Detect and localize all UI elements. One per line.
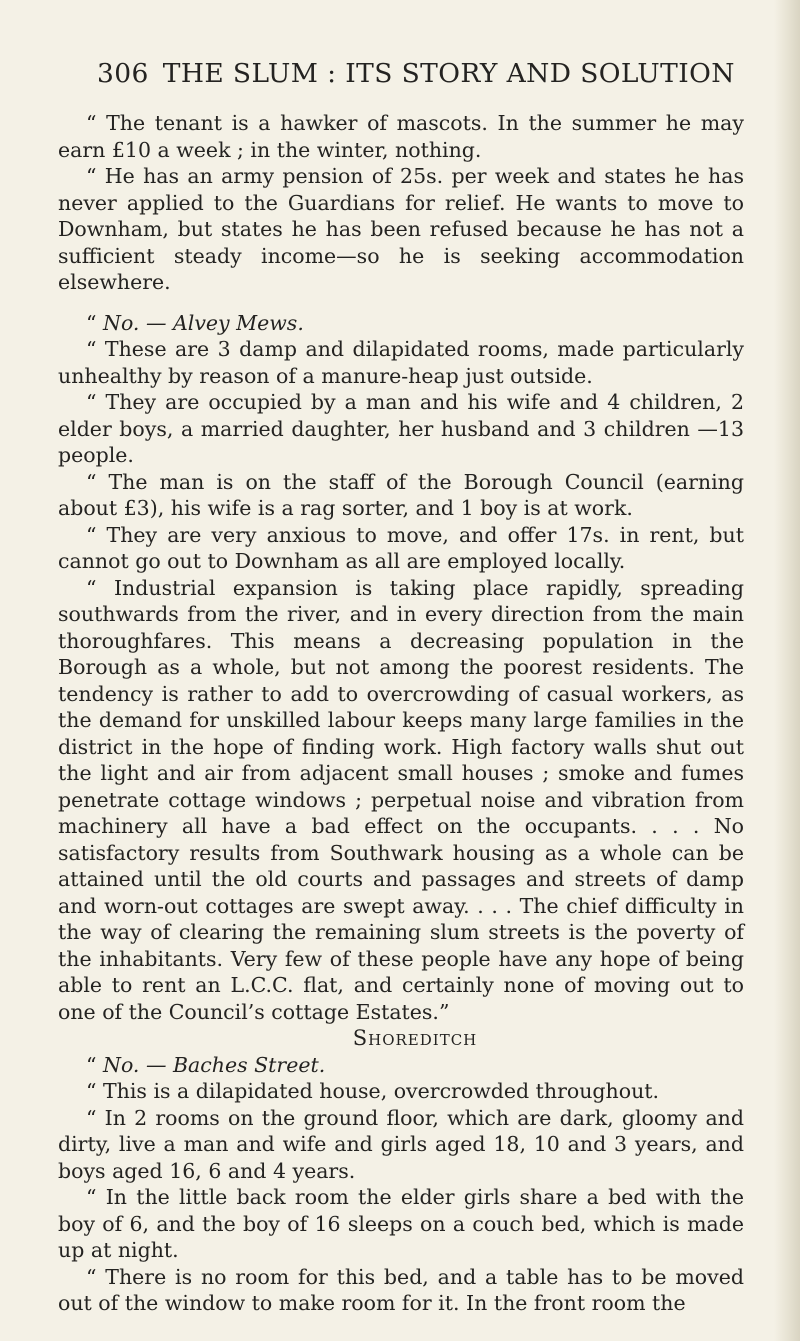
paragraph: “ He has an army pension of 25s. per week and states he has never applied to the Guardians for relief. He wants to move to Downham, but states he has been refused because he has not a sufficient steady income—so he is seeking accommodation elsewhere. [58,164,744,294]
running-header [97,58,735,89]
paragraph: “ In the little back room the elder girls share a bed with the boy of 6, and the boy of 16 sleeps on a couch bed, which is made up at night. [58,1185,744,1262]
case-heading-baches-street: “ No. — Baches Street. [86,1052,326,1077]
paragraph: “ These are 3 damp and dilapidated rooms, made particularly unhealthy by reason of a manure-heap just outside. [58,337,744,388]
paragraph: “ Industrial expansion is taking place rapidly, spreading southwards from the river, and in every direction from the main thoroughfares. This means a decreasing population in the Borough as a whole, but not among the poorest residents. The tendency is rather to add to overcrowding of casual workers, as the demand for unskilled labour keeps many large families in the district in the hope of finding work. High factory walls shut out the light and air from adjacent small houses ; smoke and fumes penetrate cottage windows ; perpetual noise and vibration from machinery all have a bad effect on the occupants. . . . No satisfactory results from Southwark housing as a whole can be attained until the old courts and passages and streets of damp and worn-out cottages are swept away. . . . The chief difficulty in the way of clearing the remaining slum streets is the poverty of the inhabitants. Very few of these people have any hope of being able to rent an L.C.C. flat, and certainly none of moving out to one of the Council’s cottage Estates.” [58,575,744,1024]
body-text [58,110,744,1317]
case-heading-alvey-mews: “ No. — Alvey Mews. [86,310,304,335]
paragraph: “ They are occupied by a man and his wife and 4 children, 2 elder boys, a married daughter, her husband and 3 children —13 people. [58,390,744,467]
running-title: THE SLUM : ITS STORY AND SOLUTION [162,58,735,89]
paragraph: “ The man is on the staff of the Borough Council (earning about £3), his wife is a rag sorter, and 1 boy is at work. [58,469,744,520]
paragraph: “ The tenant is a hawker of mascots. In the summer he may earn £10 a week ; in the winter, nothing. [58,111,744,162]
paragraph: “ They are very anxious to move, and offer 17s. in rent, but cannot go out to Downham as all are employed locally. [58,522,744,573]
page-number: 306 [97,58,149,89]
paragraph: “ This is a dilapidated house, overcrowded throughout. [86,1079,660,1103]
page-edge-shadow [774,0,800,1341]
paragraph: “ In 2 rooms on the ground floor, which are dark, gloomy and dirty, live a man and wife and girls aged 18, 10 and 3 years, and boys aged 16, 6 and 4 years. [58,1105,744,1183]
paragraph: “ There is no room for this bed, and a table has to be moved out of the window to make room for it. In the front room the [58,1264,744,1315]
section-title-shoreditch: Shoreditch [352,1026,478,1050]
